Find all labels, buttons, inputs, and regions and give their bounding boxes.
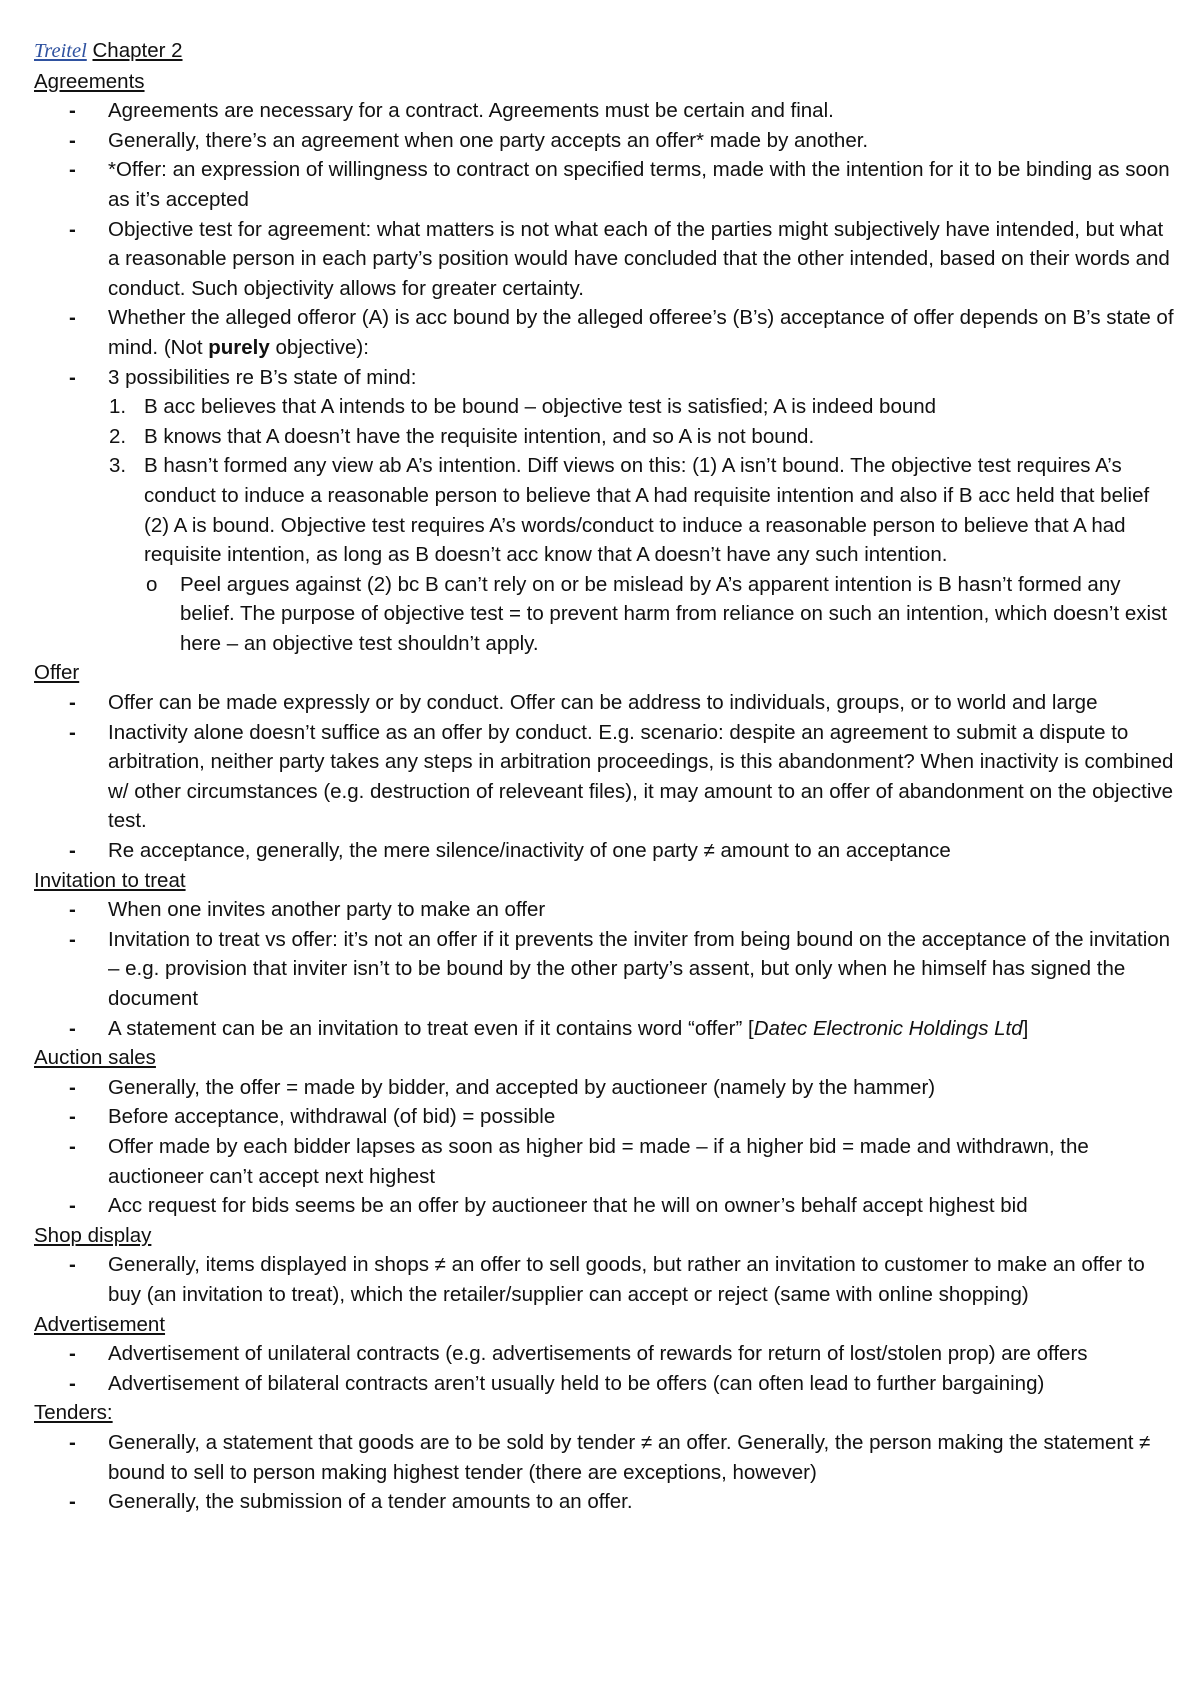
offer-list: [34, 688, 1174, 866]
numbered-item: [34, 422, 1174, 452]
list-item: - Offer can be made expressly or by conduct. Offer can be address to individuals, groups, or to world and large: [34, 688, 1174, 718]
text-run: A statement can be an invitation to treat even if it contains word “offer” [: [108, 1016, 754, 1040]
list-item: - Before acceptance, withdrawal (of bid) = possible: [34, 1102, 1174, 1132]
text-run: ]: [1022, 1016, 1029, 1040]
numbered-text: B knows that A doesn’t have the requisite intention, and so A is not bound.: [144, 424, 815, 448]
possibilities-list: [34, 392, 1174, 570]
list-number: 3.: [109, 454, 127, 478]
list-item: - Inactivity alone doesn’t suffice as an offer by conduct. E.g. scenario: despite an agreement to submit a dispute to arbitration, neither party takes any steps in arbitration proceedings, is this abandonment? When inactivity is combined w/ other circumstances (e.g. destruction of releveant files), it may amount to an offer of abandonment on the objective test.: [34, 718, 1174, 836]
list-item: - Generally, a statement that goods are to be sold by tender ≠ an offer. Generally, the person making the statement ≠ bound to sell to person making highest tender (there are exceptions, however): [34, 1428, 1174, 1487]
list-item: - Generally, there’s an agreement when one party accepts an offer* made by another.: [34, 126, 1174, 156]
tenders-list: [34, 1428, 1174, 1517]
numbered-item: [34, 451, 1174, 569]
heading-auction-sales: Auction sales: [34, 1046, 156, 1070]
list-item: - Generally, items displayed in shops ≠ an offer to sell goods, but rather an invitation to customer to make an offer to buy (an invitation to treat), which the retailer/supplier can accept or reject (same with online shopping): [34, 1250, 1174, 1309]
heading-invitation-to-treat: Invitation to treat: [34, 868, 186, 892]
shop-list: [34, 1250, 1174, 1309]
numbered-text: B hasn’t formed any view ab A’s intention. Diff views on this: (1) A isn’t bound. The objective test requires A’s conduct to induce a reasonable person to believe that A had requisite intention and also if B acc held that belief (2) A is bound. Objective test requires A’s words/conduct to induce a reasonable person to believe that A had requisite intention, as long as B doesn’t acc know that A doesn’t have any such intention.: [144, 454, 1150, 567]
list-item: - Advertisement of unilateral contracts (e.g. advertisements of rewards for return of lost/stolen prop) are offers: [34, 1339, 1174, 1369]
case-name: Datec Electronic Holdings Ltd: [753, 1016, 1023, 1040]
text-run: Whether the alleged offeror (A) is acc bound by the alleged offeree’s (B’s) acceptance of offer depends on B’s state of mind. (Not: [108, 306, 1174, 359]
document-page: [34, 36, 1174, 1517]
list-item: - 3 possibilities re B’s state of mind:: [34, 363, 1174, 393]
list-item: - Agreements are necessary for a contract. Agreements must be certain and final.: [34, 96, 1174, 126]
chapter-title: Chapter 2: [92, 39, 183, 62]
list-item: - When one invites another party to make an offer: [34, 895, 1174, 925]
heading-advertisement: Advertisement: [34, 1312, 166, 1336]
list-item: - Re acceptance, generally, the mere silence/inactivity of one party ≠ amount to an acceptance: [34, 836, 1174, 866]
list-number: 2.: [109, 424, 127, 448]
list-item: - Generally, the submission of a tender amounts to an offer.: [34, 1487, 1174, 1517]
list-item: [34, 303, 1174, 362]
list-item: - Advertisement of bilateral contracts aren’t usually held to be offers (can often lead to further bargaining): [34, 1369, 1174, 1399]
agreements-list: [34, 96, 1174, 392]
list-number: 1.: [109, 395, 127, 419]
sub-bullet-list: [34, 570, 1174, 659]
auction-list: [34, 1073, 1174, 1221]
list-item: - Acc request for bids seems be an offer by auctioneer that he will on owner’s behalf accept highest bid: [34, 1191, 1174, 1221]
heading-shop-display: Shop display: [34, 1223, 152, 1247]
document-title: [34, 36, 1174, 67]
list-item: - *Offer: an expression of willingness to contract on specified terms, made with the intention for it to be binding as soon as it’s accepted: [34, 155, 1174, 214]
sub-list-item: o Peel argues against (2) bc B can’t rely on or be mislead by A’s apparent intention is B hasn’t formed any belief. The purpose of objective test = to prevent harm from reliance on such an intention, which doesn’t exist here – an objective test shouldn’t apply.: [34, 570, 1174, 659]
text-run: objective):: [269, 335, 369, 359]
list-item: - Objective test for agreement: what matters is not what each of the parties might subjectively have intended, but what a reasonable person in each party’s position would have concluded that the other intended, based on their words and conduct. Such objectivity allows for greater certainty.: [34, 215, 1174, 304]
list-item: - Invitation to treat vs offer: it’s not an offer if it prevents the inviter from being bound on the acceptance of the invitation – e.g. provision that inviter isn’t to be bound by the other party’s assent, but only when he himself has signed the document: [34, 925, 1174, 1014]
bold-text: purely: [208, 335, 270, 359]
list-item: - Generally, the offer = made by bidder, and accepted by auctioneer (namely by the hammer): [34, 1073, 1174, 1103]
heading-offer: Offer: [34, 661, 80, 685]
list-item: - Offer made by each bidder lapses as soon as higher bid = made – if a higher bid = made and withdrawn, the auctioneer can’t accept next highest: [34, 1132, 1174, 1191]
numbered-item: [34, 392, 1174, 422]
advert-list: [34, 1339, 1174, 1398]
heading-tenders: Tenders:: [34, 1401, 113, 1425]
numbered-text: B acc believes that A intends to be bound – objective test is satisfied; A is indeed bound: [144, 395, 937, 419]
author-name: Treitel: [34, 40, 87, 62]
list-item: [34, 1014, 1174, 1044]
invitation-list: [34, 895, 1174, 1043]
heading-agreements: Agreements: [34, 69, 145, 93]
